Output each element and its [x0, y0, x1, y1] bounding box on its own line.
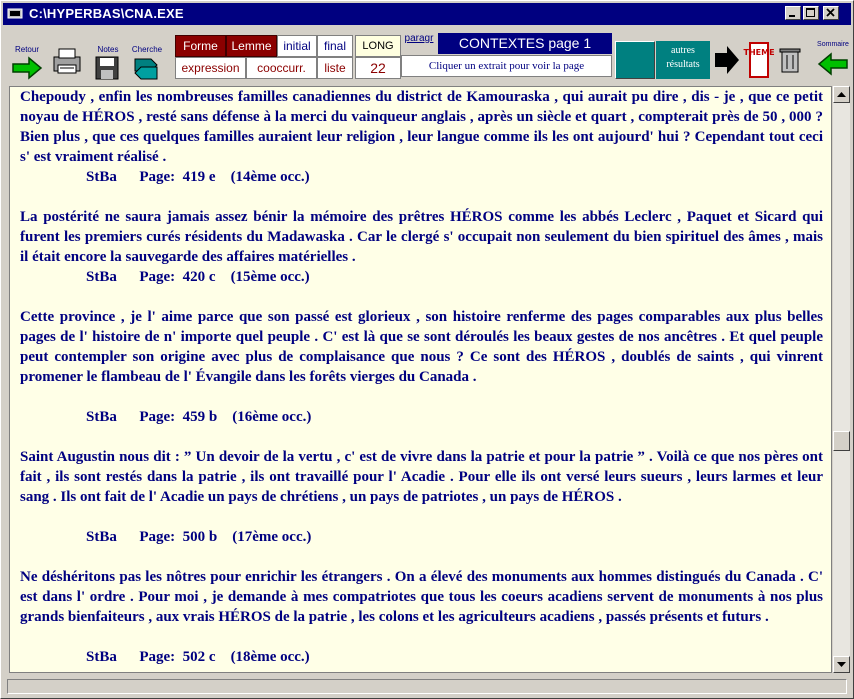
minimize-button[interactable]: [785, 6, 801, 20]
retour-label: Retour: [14, 45, 39, 54]
cherche-button[interactable]: [129, 45, 165, 83]
initial-button[interactable]: initial: [277, 35, 317, 57]
maximize-button[interactable]: [803, 6, 819, 20]
window-title: C:\HYPERBAS\CNA.EXE: [29, 6, 184, 21]
search-arrows-icon: [131, 55, 163, 81]
cooccurr-button[interactable]: cooccurr.: [246, 57, 317, 79]
print-button[interactable]: [49, 45, 85, 83]
maximize-icon: [806, 8, 816, 18]
click-hint: Cliquer un extrait pour voir la page: [401, 55, 612, 77]
arrow-down-icon: [834, 657, 849, 672]
cherche-label: Cherche: [131, 45, 163, 54]
arrow-left-icon: [817, 51, 849, 77]
next-arrow-button[interactable]: [713, 43, 741, 77]
arrow-right-icon: [11, 55, 43, 81]
color-swatch-button[interactable]: [615, 41, 655, 79]
app-icon[interactable]: [7, 6, 23, 20]
contexts-panel: [9, 86, 832, 673]
autres-resultats-button[interactable]: autres résultats: [656, 41, 710, 79]
floppy-disk-icon: [92, 55, 122, 81]
context-entry-ref[interactable]: StBa Page: 502 c (18ème occ.): [86, 649, 310, 665]
context-entry-text[interactable]: Chepoudy , enfin les nombreuses familles canadiennes du district de Kamouraska , qui aurait pu dire , dis - je , que ce petit noyau de HÉROS , resté sans défense à la merci du vainqueur anglais , après un siècle et quart , compterait près de 50 , 000 ? Bien plus , que ces quelques familles auraient leur religion , leur langue comme ils les ont aujourd' hui ? Cependant tout ceci s' est vraiment réalisé .: [20, 89, 823, 165]
printer-icon: [51, 47, 83, 77]
context-entry-ref[interactable]: StBa Page: 419 e (14ème occ.): [86, 169, 310, 185]
context-entry-ref[interactable]: StBa Page: 459 b (16ème occ.): [86, 409, 312, 425]
context-entry-text[interactable]: Ne déshéritons pas les nôtres pour enrichir les étrangers . On a élevé des monuments aux hommes distingués du Canada . C' est dans l' ordre . Pour moi , je demande à mes compatriotes que tous les coeurs acadiens servent de monuments à nos plus grands bienfaiteurs , aux vrais HÉROS de la patrie , les colons et les agriculteurs acadiens , passés présents et futurs .: [20, 569, 823, 625]
expression-button[interactable]: expression: [175, 57, 246, 79]
scroll-up-button[interactable]: [833, 86, 850, 103]
notes-label: Notes: [97, 45, 119, 54]
trash-button[interactable]: [777, 45, 803, 75]
context-entry-ref[interactable]: StBa Page: 420 c (15ème occ.): [86, 269, 310, 285]
context-entry-ref[interactable]: StBa Page: 500 b (17ème occ.): [86, 529, 312, 545]
scroll-down-button[interactable]: [833, 656, 850, 673]
liste-button[interactable]: liste: [317, 57, 353, 79]
context-entry-text[interactable]: La postérité ne saura jamais assez bénir la mémoire des prêtres HÉROS comme les abbés Leclerc , Paquet et Sicard qui furent les premiers curés résidents du Madawaska . Car le clergé s' occupait non seulement du bien spirituel des âmes , mais il était encore la sauvegarde des affaires matérielles .: [20, 209, 823, 265]
arrow-right-black-icon: [713, 43, 741, 77]
scroll-thumb[interactable]: [833, 431, 850, 451]
notes-button[interactable]: [90, 45, 126, 83]
long-button[interactable]: LONG: [355, 35, 401, 57]
lemme-button[interactable]: Lemme: [226, 35, 277, 57]
retour-button[interactable]: [9, 45, 45, 83]
context-entry-text[interactable]: Saint Augustin nous dit : ” Un devoir de la vertu , c' est de vivre dans la patrie et pour la patrie ” . Voilà ce que nos pères ont fait , ils sont restés dans la patrie , ils ont travaillé pour l' Acadie . Pour elle ils ont versé leurs sueurs , leurs larmes et leur sang . Ils ont fait de l' Acadie un pays de chrétiens , un pays de patriotes , un pays de HÉROS .: [20, 449, 823, 505]
context-entry-text[interactable]: Cette province , je l' aime parce que son passé est glorieux , son histoire renferme des pages comparables aux plus belles pages de l' histoire de n' importe quel peuple . C' est là que se sont déroulés les beaux gestes de nos ancêtres . Et quel peuple peut contempler son origine avec plus de complaisance que nous ? Ce sont des HÉROS , doublés de saints , qui vinrent promener le flambeau de l' Évangile dans les forêts vierges du Canada .: [20, 309, 823, 385]
theme-icon: [743, 41, 775, 79]
theme-text: THEME: [743, 48, 775, 57]
status-bar: [3, 677, 851, 696]
final-button[interactable]: final: [317, 35, 353, 57]
trash-icon: [777, 45, 803, 75]
minimize-icon: [788, 8, 798, 18]
title-bar: [3, 3, 851, 25]
sommaire-button[interactable]: [815, 41, 851, 79]
forme-button[interactable]: Forme: [175, 35, 226, 57]
vertical-scrollbar[interactable]: [833, 86, 850, 673]
paragr-button[interactable]: paragr: [404, 33, 434, 44]
close-button[interactable]: [823, 6, 839, 20]
close-icon: [826, 8, 836, 18]
sommaire-label: Sommaire: [817, 41, 849, 48]
theme-button[interactable]: [743, 41, 775, 79]
contextes-page-title: CONTEXTES page 1: [438, 33, 612, 54]
long-value-field[interactable]: 22: [355, 57, 401, 79]
arrow-up-icon: [834, 87, 849, 102]
status-pane: [7, 679, 847, 694]
